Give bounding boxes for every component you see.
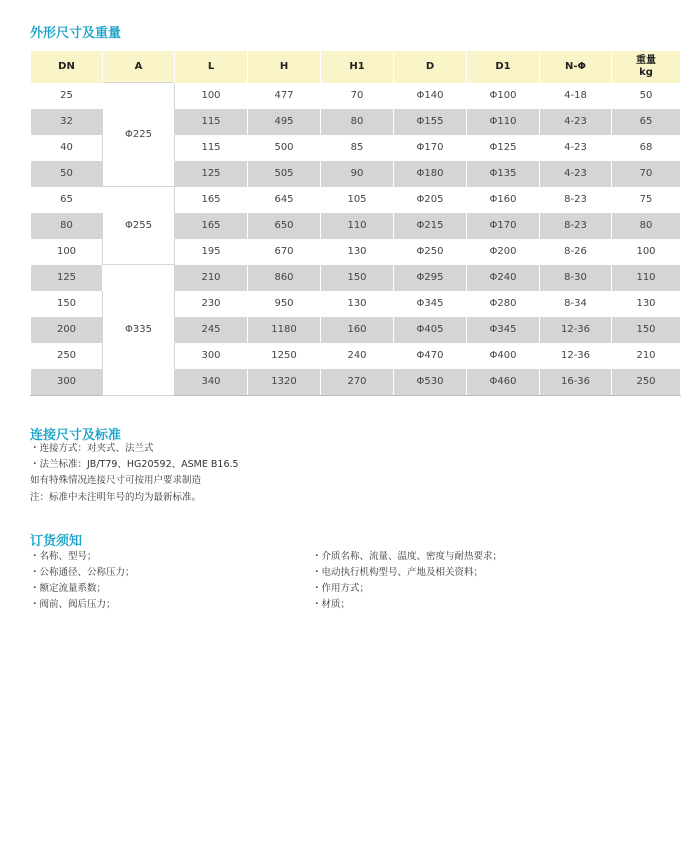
cell-a: Φ255	[103, 187, 175, 265]
cell-h: 670	[248, 239, 321, 265]
cell-weight: 80	[612, 213, 681, 239]
cell-weight: 130	[612, 291, 681, 317]
cell-l: 165	[175, 187, 248, 213]
header-h1: H1	[321, 51, 394, 83]
cell-weight: 250	[612, 369, 681, 396]
cell-d1: Φ345	[467, 317, 540, 343]
ordering-section-title: 订货须知	[30, 534, 83, 549]
cell-weight: 65	[612, 109, 681, 135]
cell-d: Φ250	[394, 239, 467, 265]
cell-dn: 100	[31, 239, 103, 265]
cell-d: Φ470	[394, 343, 467, 369]
cell-d: Φ180	[394, 161, 467, 187]
list-item: ・作用方式；	[312, 583, 370, 594]
dimensions-table	[30, 51, 681, 396]
cell-n-phi: 16-36	[540, 369, 612, 396]
cell-h1: 130	[321, 239, 394, 265]
connection-note: 如有特殊情况连接尺寸可按用户要求制造	[30, 475, 202, 486]
cell-h: 1250	[248, 343, 321, 369]
list-item: ・连接方式：对夹式、法兰式	[30, 443, 154, 454]
list-item: ・名称、型号；	[30, 551, 97, 562]
cell-n-phi: 8-30	[540, 265, 612, 291]
cell-d: Φ345	[394, 291, 467, 317]
cell-weight: 100	[612, 239, 681, 265]
cell-h1: 240	[321, 343, 394, 369]
cell-h1: 90	[321, 161, 394, 187]
cell-h1: 80	[321, 109, 394, 135]
table-row	[31, 265, 681, 291]
header-n-phi: N-Φ	[540, 51, 612, 83]
cell-h: 1320	[248, 369, 321, 396]
cell-h: 505	[248, 161, 321, 187]
cell-weight: 75	[612, 187, 681, 213]
cell-d: Φ205	[394, 187, 467, 213]
cell-dn: 300	[31, 369, 103, 396]
cell-d: Φ295	[394, 265, 467, 291]
cell-d: Φ215	[394, 213, 467, 239]
cell-n-phi: 4-23	[540, 109, 612, 135]
cell-dn: 250	[31, 343, 103, 369]
cell-n-phi: 12-36	[540, 343, 612, 369]
list-item: ・介质名称、流量、温度、密度与耐热要求；	[312, 551, 503, 562]
header-d1: D1	[467, 51, 540, 83]
cell-d1: Φ170	[467, 213, 540, 239]
cell-l: 115	[175, 109, 248, 135]
cell-h1: 160	[321, 317, 394, 343]
connection-section-title: 连接尺寸及标准	[30, 428, 122, 443]
cell-h1: 130	[321, 291, 394, 317]
header-l: L	[175, 51, 248, 83]
list-item: ・阀前、阀后压力；	[30, 599, 116, 610]
cell-dn: 40	[31, 135, 103, 161]
cell-h: 950	[248, 291, 321, 317]
cell-d1: Φ110	[467, 109, 540, 135]
cell-dn: 80	[31, 213, 103, 239]
cell-dn: 25	[31, 83, 103, 109]
cell-l: 245	[175, 317, 248, 343]
cell-h1: 85	[321, 135, 394, 161]
ordering-list-right	[312, 549, 502, 613]
cell-d1: Φ125	[467, 135, 540, 161]
header-dn: DN	[31, 51, 103, 83]
cell-dn: 200	[31, 317, 103, 343]
cell-weight: 110	[612, 265, 681, 291]
cell-n-phi: 4-18	[540, 83, 612, 109]
cell-d: Φ140	[394, 83, 467, 109]
cell-n-phi: 12-36	[540, 317, 612, 343]
cell-d: Φ155	[394, 109, 467, 135]
cell-n-phi: 4-23	[540, 135, 612, 161]
cell-h1: 105	[321, 187, 394, 213]
cell-d1: Φ160	[467, 187, 540, 213]
cell-dn: 150	[31, 291, 103, 317]
list-item: ・法兰标准：JB/T79、HG20592、ASME B16.5	[30, 459, 239, 470]
cell-h: 645	[248, 187, 321, 213]
standard-note: 注：标准中未注明年号的均为最新标准。	[30, 492, 202, 503]
header-h: H	[248, 51, 321, 83]
cell-a: Φ335	[103, 265, 175, 396]
cell-dn: 32	[31, 109, 103, 135]
list-item: ・电动执行机构型号、产地及相关资料；	[312, 567, 484, 578]
list-item: ・材质；	[312, 599, 351, 610]
cell-l: 100	[175, 83, 248, 109]
list-item: ・额定流量系数；	[30, 583, 107, 594]
cell-l: 125	[175, 161, 248, 187]
cell-h: 860	[248, 265, 321, 291]
cell-weight: 70	[612, 161, 681, 187]
cell-d1: Φ200	[467, 239, 540, 265]
dimensions-section-title: 外形尺寸及重量	[30, 26, 122, 41]
cell-l: 230	[175, 291, 248, 317]
cell-h: 495	[248, 109, 321, 135]
cell-h: 1180	[248, 317, 321, 343]
header-weight-label: 重量	[636, 54, 656, 66]
cell-h1: 110	[321, 213, 394, 239]
header-weight	[612, 51, 681, 83]
cell-h1: 150	[321, 265, 394, 291]
list-item: ・公称通径、公称压力；	[30, 567, 135, 578]
cell-h: 650	[248, 213, 321, 239]
cell-d: Φ170	[394, 135, 467, 161]
header-d: D	[394, 51, 467, 83]
cell-l: 340	[175, 369, 248, 396]
cell-weight: 150	[612, 317, 681, 343]
cell-l: 300	[175, 343, 248, 369]
cell-h: 500	[248, 135, 321, 161]
cell-n-phi: 4-23	[540, 161, 612, 187]
cell-l: 115	[175, 135, 248, 161]
cell-n-phi: 8-23	[540, 213, 612, 239]
table-row	[31, 83, 681, 109]
cell-d: Φ530	[394, 369, 467, 396]
header-weight-unit: kg	[639, 66, 653, 78]
cell-l: 165	[175, 213, 248, 239]
cell-h1: 70	[321, 83, 394, 109]
cell-d1: Φ240	[467, 265, 540, 291]
cell-dn: 125	[31, 265, 103, 291]
cell-d1: Φ135	[467, 161, 540, 187]
cell-weight: 68	[612, 135, 681, 161]
cell-h1: 270	[321, 369, 394, 396]
cell-weight: 50	[612, 83, 681, 109]
cell-dn: 50	[31, 161, 103, 187]
table-header-row	[31, 51, 681, 83]
cell-d: Φ405	[394, 317, 467, 343]
table-row	[31, 187, 681, 213]
cell-h: 477	[248, 83, 321, 109]
cell-d1: Φ280	[467, 291, 540, 317]
cell-weight: 210	[612, 343, 681, 369]
cell-n-phi: 8-26	[540, 239, 612, 265]
cell-l: 210	[175, 265, 248, 291]
cell-a: Φ225	[103, 83, 175, 187]
cell-d1: Φ100	[467, 83, 540, 109]
cell-n-phi: 8-23	[540, 187, 612, 213]
cell-n-phi: 8-34	[540, 291, 612, 317]
cell-l: 195	[175, 239, 248, 265]
cell-d1: Φ460	[467, 369, 540, 396]
connection-list	[30, 441, 239, 473]
cell-d1: Φ400	[467, 343, 540, 369]
header-a: A	[103, 51, 175, 83]
ordering-list-left	[30, 549, 135, 613]
cell-dn: 65	[31, 187, 103, 213]
